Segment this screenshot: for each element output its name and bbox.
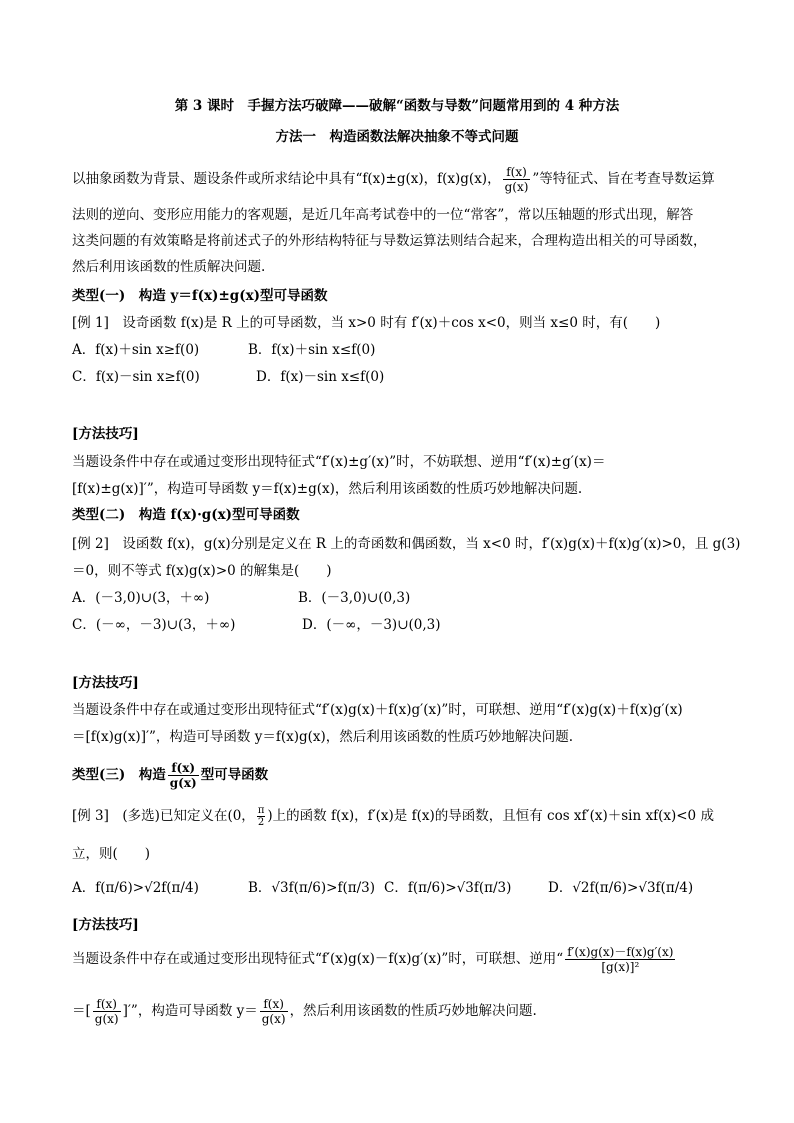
example-2-option-b: B．(－3,0)∪(0,3) [298,590,411,606]
type1-heading: 类型(一) 构造 y＝f(x)±g(x)型可导函数 [72,288,328,304]
fraction [93,997,121,1026]
intro-text: ”等特征式、旨在考查导数运算 [532,171,715,187]
example-2-option-c: C．(－∞，－3)∪(3，＋∞) [72,617,236,633]
intro-line-4: 然后利用该函数的性质解决问题. [72,259,266,275]
example-3-option-c: C．f(π/6)>√3f(π/3) [384,880,512,896]
example-3-option-b: B．√3f(π/6)>f(π/3) [248,880,376,896]
example-1: [例 1] 设奇函数 f(x)是 R 上的可导函数，当 x>0 时有 f′(x)＋cos x<0，则当 x≤0 时，有( ) [72,315,661,331]
example-2-line-2: ＝0，则不等式 f(x)g(x)>0 的解集是( ) [72,563,332,579]
example-3-line-2: 立，则( ) [72,846,151,862]
tip-text: ＝[ [72,1003,91,1019]
example-2-option-d: D．(－∞，－3)∪(0,3) [302,617,441,633]
fraction-denominator: g(x) [94,1012,119,1026]
type1-tip-line-1: 当题设条件中存在或通过变形出现特征式“f′(x)±g′(x)”时，不妨联想、逆用“f′(x)±g′(x)＝ [72,454,606,470]
page-title: 第 3 课时 手握方法巧破障——破解“函数与导数”问题常用到的 4 种方法 [174,98,620,114]
method-tip-heading: [方法技巧] [72,675,139,691]
fraction-numerator: f(x) [503,165,531,180]
fraction [260,997,288,1026]
example-1-option-c: C．f(x)－sin x≥f(0) [72,369,200,385]
fraction [565,945,675,974]
type3-tip-line-1 [72,945,677,974]
type2-tip-line-2: ＝[f(x)g(x)]′”，构造可导函数 y＝f(x)g(x)，然后利用该函数的性质巧妙地解决问题. [72,729,574,745]
fraction-numerator: f(x) [93,997,121,1012]
method-tip-heading: [方法技巧] [72,426,139,442]
section-subtitle: 方法一 构造函数法解决抽象不等式问题 [275,129,519,145]
type3-heading [72,761,268,790]
tip-text: ]′”，构造可导函数 y＝ [122,1003,258,1019]
fraction-numerator: f(x) [260,997,288,1012]
fraction-pi-over-2 [257,805,266,828]
tip-text: ，然后利用该函数的性质巧妙地解决问题. [289,1003,537,1019]
example-2-option-a: A．(－3,0)∪(3，＋∞) [72,590,210,606]
fraction-denominator: g(x) [261,1012,286,1026]
example-text: )上的函数 f(x)，f′(x)是 f(x)的导函数，且恒有 cos xf′(x)＋sin xf(x)<0 成 [267,808,714,824]
fraction-numerator: π [257,805,265,816]
example-1-option-d: D．f(x)－sin x≤f(0) [256,369,385,385]
fraction-numerator: f′(x)g(x)－f(x)g′(x) [567,945,674,959]
example-2-line-1: [例 2] 设函数 f(x)，g(x)分别是定义在 R 上的奇函数和偶函数，当 x<0 时，f′(x)g(x)＋f(x)g′(x)>0，且 g(3) [72,536,741,552]
fraction-denominator: g(x) [504,180,529,194]
fraction [168,761,199,790]
tip-text: 当题设条件中存在或通过变形出现特征式“f′(x)g(x)－f(x)g′(x)”时，可联想、逆用“ [72,951,564,967]
type3-tip-line-2 [72,997,537,1026]
type2-heading: 类型(二) 构造 f(x)·g(x)型可导函数 [72,507,300,523]
type2-tip-line-1: 当题设条件中存在或通过变形出现特征式“f′(x)g(x)＋f(x)g′(x)”时，可联想、逆用“f′(x)g(x)＋f(x)g′(x) [72,702,683,718]
heading-text: 型可导函数 [200,767,269,783]
fraction-denominator: [g(x)]² [601,960,640,974]
intro-line-3: 这类问题的有效策略是将前述式子的外形结构特征与导数运算法则结合起来，合理构造出相关的可导函数， [72,233,707,249]
fraction-denominator: g(x) [169,776,197,790]
fraction-denominator: 2 [257,817,265,828]
example-text: [例 3] (多选)已知定义在(0， [72,808,255,824]
intro-line-1 [72,165,715,194]
fraction-numerator: f(x) [168,761,199,776]
intro-line-2: 法则的逆向、变形应用能力的客观题，是近几年高考试卷中的一位“常客”，常以压轴题的形式出现，解答 [72,207,694,223]
intro-text: 以抽象函数为背景、题设条件或所求结论中具有“f(x)±g(x)，f(x)g(x)， [72,171,501,187]
fraction [503,165,531,194]
heading-text: 类型(三) 构造 [72,767,166,783]
example-1-option-a: A．f(x)＋sin x≥f(0) [72,342,200,358]
method-tip-heading: [方法技巧] [72,917,139,933]
example-1-option-b: B．f(x)＋sin x≤f(0) [248,342,376,358]
example-3-line-1 [72,805,714,828]
type1-tip-line-2: [f(x)±g(x)]′”，构造可导函数 y＝f(x)±g(x)，然后利用该函数的性质巧妙地解决问题. [72,481,583,497]
example-3-option-a: A．f(π/6)>√2f(π/4) [72,880,199,896]
example-3-option-d: D．√2f(π/6)>√3f(π/4) [548,880,694,896]
